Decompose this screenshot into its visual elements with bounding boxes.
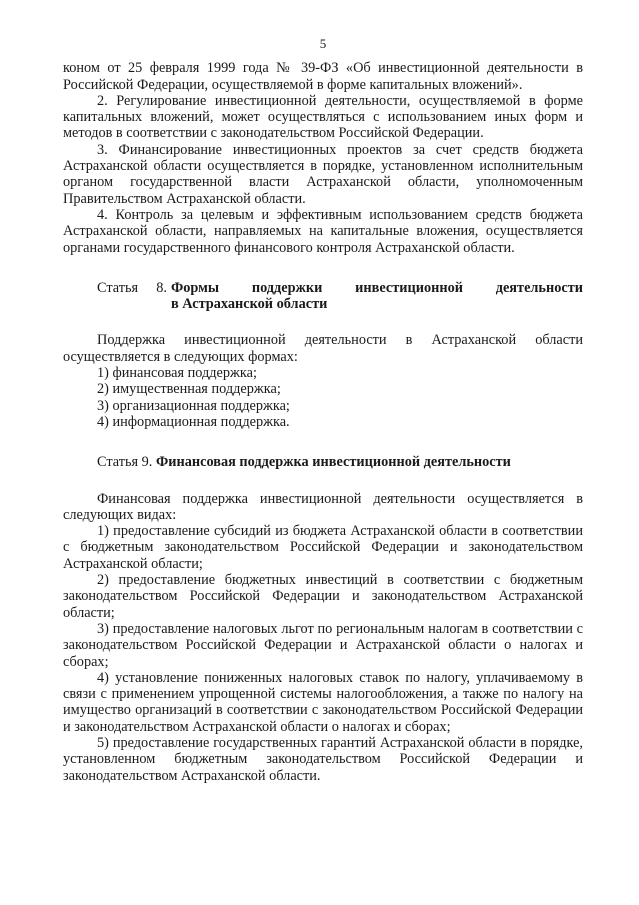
- article-9-list-item: 3) предоставление налоговых льгот по региональным налогам в соответствии с законодательством Российской Федерации и Астраханской области о налогах и сборах;: [63, 620, 583, 670]
- article-9-list-item: 4) установление пониженных налоговых ставок по налогу, уплачиваемому в связи с применением упрощенной системы налогообложения, а также по налогу на имущество организаций в соответствии с законодательством Российской Федерации и законодательством Астраханской области о налогах и сборах;: [63, 669, 583, 735]
- article-8-list-item: 2) имущественная поддержка;: [97, 381, 281, 398]
- paragraph-item-4: 4. Контроль за целевым и эффективным использованием средств бюджета Астраханской области, направляемых на капитальные вложения, осуществляется органами государственного финансового контроля Астраханской области.: [63, 206, 583, 256]
- paragraph-item-2: 2. Регулирование инвестиционной деятельности, осуществляемой в форме капитальных вложений, может осуществляться с использованием иных форм и методов в соответствии с законодательством Российской Федерации.: [63, 92, 583, 142]
- article-9-heading: [63, 454, 583, 470]
- article-8-list-item: 3) организационная поддержка;: [97, 397, 290, 414]
- article-9-intro: Финансовая поддержка инвестиционной деятельности осуществляется в следующих видах:: [63, 490, 583, 523]
- article-8-list-item: 4) информационная поддержка.: [97, 413, 290, 430]
- article-9-list-item: 5) предоставление государственных гарантий Астраханской области в порядке, установленном бюджетным законодательством Российской Федерации и законодательством Астраханской области.: [63, 734, 583, 784]
- article-8-title-line1: Формы поддержки инвестиционной деятельности: [171, 279, 583, 296]
- article-8-heading: [63, 280, 583, 313]
- paragraph-item-3: 3. Финансирование инвестиционных проектов за счет средств бюджета Астраханской области осуществляется в порядке, установленном исполнительным органом государственной власти Астраханской области, уполномоченным Правительством Астраханской области.: [63, 141, 583, 207]
- article-8-number: 8.: [156, 279, 167, 296]
- article-8-title-line2: в Астраханской области: [171, 296, 328, 313]
- page-number: 5: [319, 36, 327, 51]
- article-9-prefix: Статья 9.: [97, 454, 153, 471]
- article-9-list-item: 1) предоставление субсидий из бюджета Астраханской области в соответствии с бюджетным законодательством Российской Федерации и законодательством Астраханской области;: [63, 523, 583, 572]
- article-8-word: Статья: [97, 279, 139, 296]
- article-9-title: Финансовая поддержка инвестиционной деятельности: [155, 454, 511, 471]
- article-9-list-item: 2) предоставление бюджетных инвестиций в соответствии с бюджетным законодательством Российской Федерации и законодательством Астраханской области;: [63, 572, 583, 621]
- document-page: [63, 36, 583, 784]
- article-8-list-item: 1) финансовая поддержка;: [97, 365, 257, 382]
- paragraph-continuation: коном от 25 февраля 1999 года № 39-ФЗ «Об инвестиционной деятельности в Российской Федерации, осуществляемой в форме капитальных вложений».: [63, 60, 583, 93]
- article-8-prefix: [63, 280, 167, 313]
- article-8-intro: Поддержка инвестиционной деятельности в Астраханской области осуществляется в следующих формах:: [63, 332, 583, 365]
- article-8-title: [167, 280, 583, 313]
